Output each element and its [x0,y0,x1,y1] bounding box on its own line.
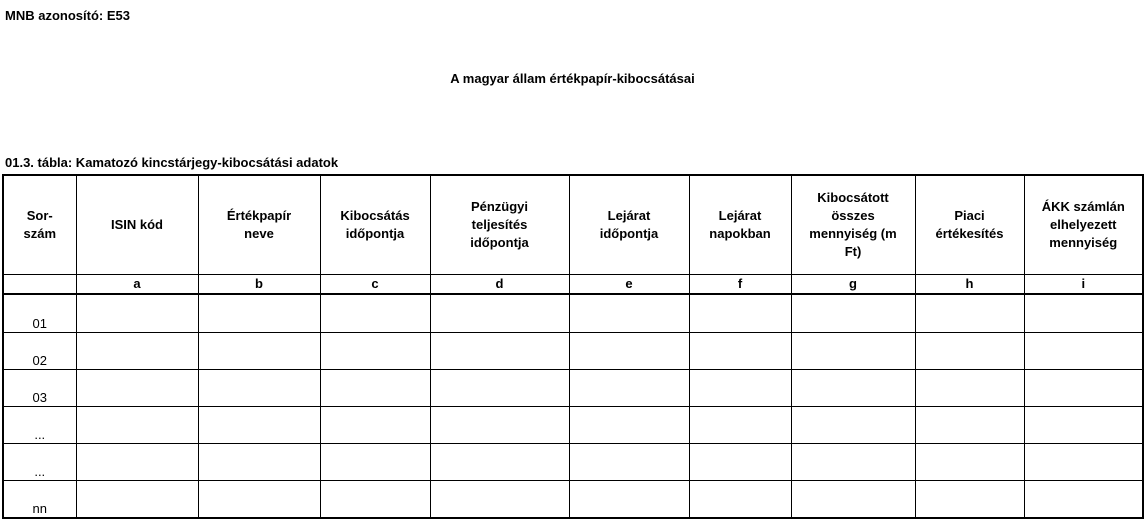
table-cell [791,407,915,444]
table-cell [689,294,791,333]
table-cell [198,370,320,407]
table-body [3,294,1143,518]
row-number: nn [3,481,76,519]
table-cell [320,333,430,370]
column-letter: c [320,275,430,295]
column-letter: a [76,275,198,295]
table-cell [1024,444,1143,481]
table-cell [1024,370,1143,407]
column-header-row-number: Sor- szám [3,175,76,275]
table-cell [198,407,320,444]
column-letter: b [198,275,320,295]
table-cell [915,407,1024,444]
table-cell [1024,407,1143,444]
table-cell [1024,481,1143,519]
table-row [3,407,1143,444]
table-row [3,481,1143,519]
table-cell [791,444,915,481]
table-cell [689,481,791,519]
table-cell [430,444,569,481]
table-cell [915,333,1024,370]
table-cell [569,294,689,333]
column-header-akk-amount: ÁKK számlán elhelyezett mennyiség [1024,175,1143,275]
issuance-data-table [2,174,1144,519]
table-cell [76,407,198,444]
table-title: 01.3. tábla: Kamatozó kincstárjegy-kibocsátási adatok [5,155,339,170]
table-cell [569,333,689,370]
column-header-security-name: Értékpapír neve [198,175,320,275]
column-letter: i [1024,275,1143,295]
table-cell [430,294,569,333]
table-cell [569,444,689,481]
row-number: 02 [3,333,76,370]
column-letter: g [791,275,915,295]
row-number: 01 [3,294,76,333]
table-cell [320,444,430,481]
table-cell [76,333,198,370]
table-cell [430,333,569,370]
table-cell [791,481,915,519]
table-row [3,370,1143,407]
mnb-identifier: MNB azonosító: E53 [5,8,130,23]
column-letter-row [3,275,1143,295]
table-cell [76,370,198,407]
table-header-row [3,175,1143,275]
table-cell [320,294,430,333]
table-cell [320,407,430,444]
table-cell [76,481,198,519]
table-cell [689,444,791,481]
table-cell [430,481,569,519]
table-cell [689,333,791,370]
table-cell [569,407,689,444]
column-header-issue-date: Kibocsátás időpontja [320,175,430,275]
table-cell [1024,333,1143,370]
column-header-maturity-days: Lejárat napokban [689,175,791,275]
table-cell [791,333,915,370]
table-cell [791,294,915,333]
column-letter: h [915,275,1024,295]
column-header-market-sale: Piaci értékesítés [915,175,1024,275]
column-header-isin: ISIN kód [76,175,198,275]
table-cell [915,370,1024,407]
table-row [3,444,1143,481]
table-cell [430,407,569,444]
table-cell [198,294,320,333]
table-row [3,294,1143,333]
table-cell [569,481,689,519]
column-letter: d [430,275,569,295]
page-title: A magyar állam értékpapír-kibocsátásai [450,71,695,86]
table-cell [569,370,689,407]
table-cell [1024,294,1143,333]
row-number: ... [3,407,76,444]
table-cell [320,370,430,407]
table-cell [915,294,1024,333]
table-cell [430,370,569,407]
table-cell [320,481,430,519]
table-cell [198,333,320,370]
table-cell [689,370,791,407]
column-letter: e [569,275,689,295]
table-row [3,333,1143,370]
column-letter [3,275,76,295]
row-number: ... [3,444,76,481]
table-cell [915,481,1024,519]
row-number: 03 [3,370,76,407]
table-cell [76,294,198,333]
table-cell [689,407,791,444]
table-cell [915,444,1024,481]
table-cell [76,444,198,481]
table-cell [198,444,320,481]
column-header-maturity-date: Lejárat időpontja [569,175,689,275]
column-header-settlement-date: Pénzügyi teljesítés időpontja [430,175,569,275]
column-header-issued-amount: Kibocsátott összes mennyiség (m Ft) [791,175,915,275]
table-cell [198,481,320,519]
column-letter: f [689,275,791,295]
table-cell [791,370,915,407]
